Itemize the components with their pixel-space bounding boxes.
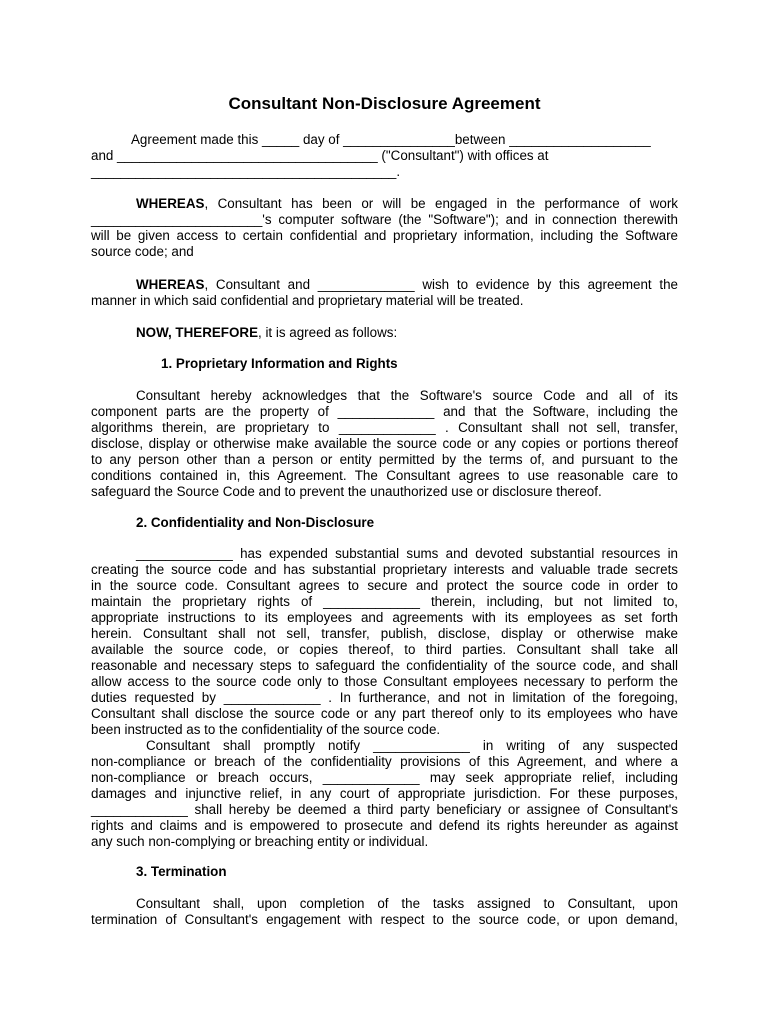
section2-line: non-compliance or breach occurs, _____________ may seek appropriate relief, including xyxy=(91,770,678,785)
whereas1-line: _______________________'s computer software (the "Software"); and in connection therewith xyxy=(91,212,678,227)
section1-line: component parts are the property of _____________ and that the Software, including the xyxy=(91,404,678,419)
intro-line-2: and ___________________________________ ("Consultant") with offices at xyxy=(91,148,549,163)
section2-line: damages and injunctive relief, in any court of appropriate jurisdiction. For these purposes, xyxy=(91,786,678,801)
section1-line: disclose, display or otherwise make available the source code or any copies or portions thereof xyxy=(91,436,678,451)
whereas2-first-line xyxy=(136,277,678,293)
section1-line: conditions contained in, this Agreement. The Consultant agrees to use reasonable care to xyxy=(91,468,678,483)
section2-line: been instructed as to the confidentiality of the source code. xyxy=(91,722,441,737)
now-therefore-label: NOW, THEREFORE xyxy=(136,325,259,340)
document-title: Consultant Non-Disclosure Agreement xyxy=(228,94,541,113)
section1-line: algorithms therein, are proprietary to _____________ . Consultant shall not sell, transfer, xyxy=(91,420,678,435)
section2-line: in the source code. Consultant agrees to secure and protect the source code in order to xyxy=(91,578,678,593)
whereas1-line: will be given access to certain confidential and proprietary information, including the Software xyxy=(91,228,678,243)
section2-line: Consultant shall promptly notify _____________ in writing of any suspected xyxy=(146,738,678,753)
section2-line: herein. Consultant shall not sell, transfer, publish, disclose, display or otherwise make xyxy=(91,626,678,641)
whereas1-first-line xyxy=(136,196,678,212)
whereas1-line: source code; and xyxy=(91,244,194,259)
whereas1-first-rest: , Consultant has been or will be engaged in the performance of work xyxy=(204,196,678,211)
intro-line-1: Agreement made this _____ day of _______________between ___________________ xyxy=(131,132,651,147)
section1-line: Consultant hereby acknowledges that the Software's source Code and all of its xyxy=(136,388,678,403)
section2-line: creating the source code and has substantial proprietary interests and valuable trade secrets xyxy=(91,562,678,577)
section1-heading: 1. Proprietary Information and Rights xyxy=(161,356,398,371)
section2-line: Consultant shall disclose the source code or any part thereof only to its employees who have xyxy=(91,706,678,721)
now-therefore-line xyxy=(136,325,397,341)
section2-line: duties requested by _____________ . In furtherance, and not in limitation of the foregoing, xyxy=(91,690,678,705)
section3-line: termination of Consultant's engagement with respect to the source code, or upon demand, xyxy=(91,912,678,927)
section2-line: reasonable and necessary steps to safeguard the confidentiality of the source code, and shall xyxy=(91,658,678,673)
section2-line: _____________ has expended substantial sums and devoted substantial resources in xyxy=(136,546,678,561)
section1-line: to any person other than a person or entity permitted by the terms of, and pursuant to the xyxy=(91,452,678,467)
whereas2-first-rest: , Consultant and _____________ wish to evidence by this agreement the xyxy=(204,277,678,292)
section2-line: non-compliance or breach of the confidentiality provisions of this Agreement, and where a xyxy=(91,754,678,769)
section2-line: allow access to the source code only to those Consultant employees necessary to perform the xyxy=(91,674,678,689)
section1-line: safeguard the Source Code and to prevent the unauthorized use or disclosure thereof. xyxy=(91,484,602,499)
whereas2-line: manner in which said confidential and proprietary material will be treated. xyxy=(91,293,524,308)
section2-line: any such non-complying or breaching entity or individual. xyxy=(91,834,429,849)
section2-line: rights and claims and is empowered to prosecute and defend its rights hereunder as against xyxy=(91,818,678,833)
section2-heading: 2. Confidentiality and Non-Disclosure xyxy=(136,515,375,530)
section3-heading: 3. Termination xyxy=(136,864,227,879)
section2-line: maintain the proprietary rights of _____________ therein, including, but not limited to, xyxy=(91,594,678,609)
whereas2-label: WHEREAS xyxy=(136,277,205,292)
whereas1-label: WHEREAS xyxy=(136,196,205,211)
now-therefore-rest: , it is agreed as follows: xyxy=(258,325,398,340)
intro-line-3: _________________________________________. xyxy=(91,164,401,179)
section2-line: _____________ shall hereby be deemed a third party beneficiary or assignee of Consultant's xyxy=(91,802,678,817)
section3-line: Consultant shall, upon completion of the tasks assigned to Consultant, upon xyxy=(136,896,678,911)
section2-line: available the source code, or copies thereof, to third parties. Consultant shall take all xyxy=(91,642,678,657)
section2-line: appropriate instructions to its employees and agreements with its employees as set forth xyxy=(91,610,678,625)
